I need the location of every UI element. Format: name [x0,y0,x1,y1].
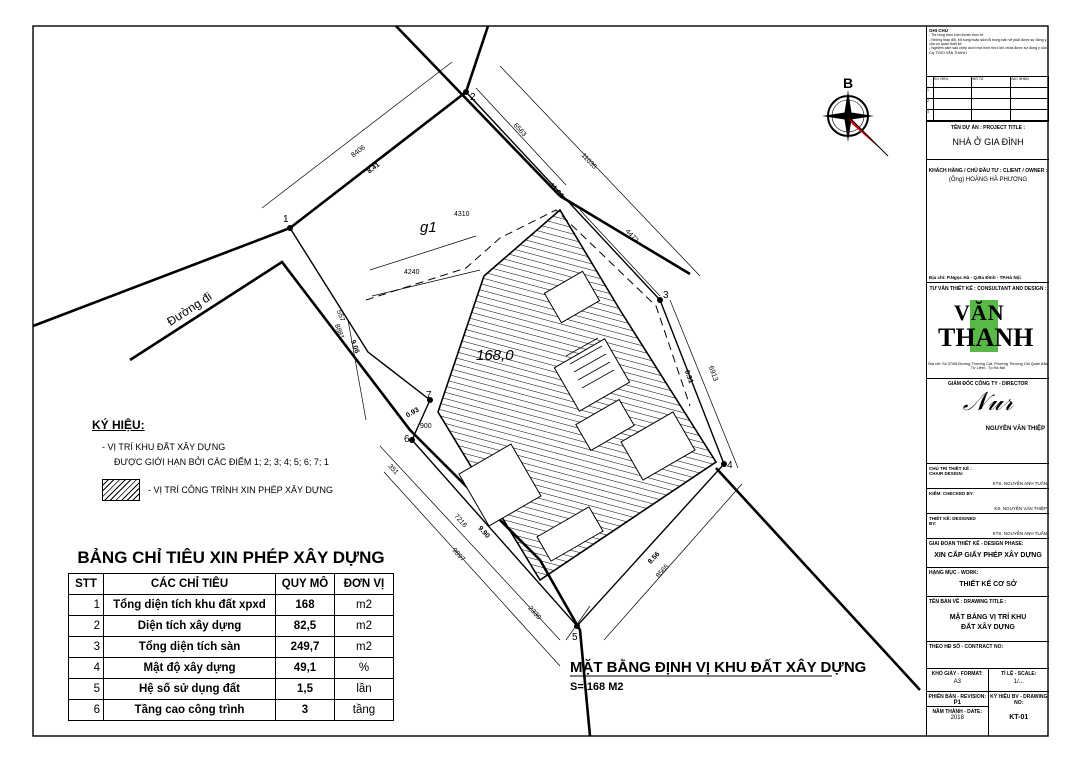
table-row [69,679,394,700]
row-value: 249,7 [276,637,335,658]
notes-box [927,26,1049,77]
rev-row-2: 2 [927,99,934,110]
row-value: 1,5 [276,679,335,700]
row-indicator: Tổng diện tích sàn [104,637,276,658]
checked-box [927,489,1049,514]
director-signature: 𝒩𝓊𝓇 [962,387,1014,417]
format-scale-box [927,669,1049,692]
table-title: BẢNG CHỈ TIÊU XIN PHÉP XÂY DỰNG [77,548,385,567]
chair-label: CHỦ TRÌ THIẾT KẾ : CHAIR DESIGN: [929,466,972,477]
format-label: KHỔ GIẤY - FORMAT: [931,671,983,677]
legend-hatch-row [102,479,352,501]
dim-sw-351: 351 [386,463,400,477]
revision-label: PHIÊN BẢN - REVISION: [928,694,986,700]
logo-text-top: VĂN [954,300,1005,325]
table-row [69,658,394,679]
table-row [69,616,394,637]
dim-e-dim: 6913 [706,365,719,383]
row-stt: 2 [69,616,104,637]
legend-title: KÝ HIỆU: [92,418,145,432]
row-unit: tầng [335,700,394,721]
dim-sw-edge: 9.90 [476,525,491,540]
chair-box [927,464,1049,489]
designed-box [927,514,1049,539]
client-box [927,168,1049,283]
revision-value: P1 [927,700,988,707]
company-address: Địa chỉ: Số 37/68 Đường Thượng Cát, Phường Thượng Cát Quận Bắc Từ Liêm - Tp.Hà Nội [928,362,1048,371]
dim-n-11: 11.04 [547,182,565,200]
chair-name: KTS. NGUYỄN ANH TUẤN [992,480,1047,486]
checked-name: KS. NGUYỄN VĂN THIỆP [994,505,1047,511]
row-indicator: Mật độ xây dựng [104,658,276,679]
row-value: 168 [276,595,335,616]
row-value: 82,5 [276,616,335,637]
dim-e-edge: 6.91 [682,369,695,385]
drawing-area: S= 168 M2 [570,681,624,693]
dim-small-a: 0.93 [405,406,421,420]
row-value: 49,1 [276,658,335,679]
legend-line-2: ĐƯỢC GIỚI HẠN BỞI CÁC ĐIỂM 1; 2; 3; 4; 5; 6; 7; 1 [114,457,329,467]
work-label: HẠNG MỤC - WORK: [929,570,979,576]
legend-hatch-swatch [102,479,140,501]
rev-header-approved: XÁC NHẬN [1011,77,1049,88]
client-label: KHÁCH HÀNG / CHỦ ĐẦU TƯ : CLIENT / OWNER : [928,168,1048,174]
point-label-7: 7 [426,390,432,401]
rev-corner [927,77,934,88]
drawing-title-box [927,597,1049,642]
logo-text-bottom: THANH [938,323,1034,352]
dim-ne-b: 11035 [579,152,598,171]
contract-label: THEO HĐ SỐ - CONTRACT NO: [929,644,1004,650]
table-row [69,637,394,658]
drawing-title-value: MẶT BẰNG VỊ TRÍ KHU ĐẤT XÂY DỰNG [949,614,1027,631]
notes-text: - Thi công theo kích thước thực tế - Những thay đổi, bổ sung hoặc sửa lỗi trong bản vẽ phải được sự đồng ý của cơ quan thiết kế - Nghiêm cấm sao chép dưới mọi hình thức khi chưa được sự đồng ý của Cty TVXD VĂN THANH [929,33,1047,55]
row-indicator: Hệ số sử dụng đất [104,679,276,700]
format-cell [927,669,989,691]
scale-cell [989,669,1050,691]
revision-table [927,77,1049,122]
rev-row-3: 3 [927,110,934,121]
designed-name: KTS. NGUYỄN ANH TUẤN [992,530,1047,536]
dim-sw-7216: 7216 [452,513,468,530]
drawing-title: MẶT BẰNG ĐỊNH VỊ KHU ĐẤT XÂY DỰNG [570,659,867,676]
north-label: B [843,75,854,91]
title-block [926,26,1049,736]
point-label-4: 4 [727,460,733,471]
project-label: TÊN DỰ ÁN : PROJECT TITLE : [950,125,1026,131]
format-value: A3 [953,679,961,685]
client-address: Địa chỉ: P.Ngọc Hà - Q.Ba Đình - TP.Hà Nội [929,275,1021,280]
north-arrow-icon [822,90,888,156]
header-unit: ĐƠN VỊ [335,574,394,595]
dim-e-upper: 4472 [623,228,640,245]
consultant-label: TƯ VẤN THIẾT KẾ : CONSULTANT AND DESIGN : [929,286,1047,292]
director-box [927,381,1049,464]
notes-title: GHI CHÚ [929,28,948,33]
rev-row-1: 1 [927,88,934,99]
consultant-box [927,286,1049,379]
row-unit: m2 [335,616,394,637]
rev-header-desc: MÔ TẢ [972,77,1010,88]
drawing-label: TÊN BẢN VẼ : DRAWING TITLE : [929,599,1007,605]
road-name: Đường đi [164,289,215,329]
dim-se-dim: 8565 [655,563,671,580]
phase-label: GIAI ĐOẠN THIẾT KẾ - DESIGN PHASE: [929,541,1024,547]
row-stt: 5 [69,679,104,700]
table-header-row [69,574,394,595]
header-stt: STT [69,574,104,595]
year-value: 2018 [950,715,964,721]
table-row [69,700,394,721]
row-unit: m2 [335,595,394,616]
point-label-3: 3 [663,290,669,301]
dim-w-b: 8881 [332,323,345,341]
checked-label: KIỂM: CHECKED BY: [929,491,974,496]
row-unit: lần [335,679,394,700]
dim-inner-mid: 4240 [404,269,420,276]
area-label-g1: g1 [420,219,437,236]
point-label-5: 5 [572,632,578,643]
dim-top-edge: 8.41 [366,161,382,176]
legend [92,418,352,501]
row-stt: 4 [69,658,104,679]
dim-se-edge: 8.56 [647,550,662,566]
drawingno-value: KT-01 [1009,714,1029,721]
dim-ne-a: 6563 [511,122,528,139]
row-stt: 1 [69,595,104,616]
dim-top-total: 8406 [350,144,367,160]
revision-year-cell [927,692,989,736]
director-label: GIÁM ĐỐC CÔNG TY - DIRECTOR [947,381,1029,387]
point-label-6: 6 [404,434,410,445]
scale-label: TỈ LỆ - SCALE: [1001,671,1037,677]
row-indicator: Tổng diện tích khu đất xpxd [104,595,276,616]
row-stt: 6 [69,700,104,721]
indicator-table [68,573,394,721]
legend-line-1: - VỊ TRÍ KHU ĐẤT XÂY DỰNG [102,442,226,452]
contract-box [927,642,1049,669]
dim-small-b: 900 [420,423,432,430]
row-unit: % [335,658,394,679]
dim-w-a: 557 [334,309,346,323]
director-name: NGUYỄN VĂN THIỆP [985,426,1045,432]
phase-box [927,539,1049,568]
drawingno-label: KÝ HIỆU BV - DRAWING NO: [990,694,1048,706]
dim-inner-top: 4310 [454,211,470,218]
table-row [69,595,394,616]
point-label-1: 1 [283,214,289,225]
project-box [927,125,1049,160]
dim-s-2330: 2330 [526,605,542,622]
project-name: NHÀ Ở GIA ĐÌNH [952,137,1024,147]
revision-drawingno-box [927,692,1049,736]
row-value: 3 [276,700,335,721]
company-logo [936,298,1040,360]
rev-header-no: SỐ HIỆU [934,77,972,88]
row-indicator: Diện tích xây dựng [104,616,276,637]
work-value: THIẾT KẾ CƠ SỞ [959,581,1017,588]
area-value: 168,0 [476,347,514,364]
row-unit: m2 [335,637,394,658]
point-label-2: 2 [470,92,476,103]
dim-w-edge: 9.06 [348,339,361,355]
work-box [927,568,1049,597]
drawingno-cell [989,692,1050,736]
header-value: QUY MÔ [276,574,335,595]
dim-sw-9897: 9897 [450,547,466,564]
year-label: NĂM THÀNH - DATE: [932,709,983,715]
phase-value: XIN CẤP GIẤY PHÉP XÂY DỰNG [934,552,1042,559]
scale-value: 1/... [1013,679,1024,685]
header-indicator: CÁC CHỈ TIÊU [104,574,276,595]
row-indicator: Tầng cao công trình [104,700,276,721]
legend-hatch-label: - VỊ TRÍ CÔNG TRÌNH XIN PHÉP XÂY DỰNG [148,485,334,495]
row-stt: 3 [69,637,104,658]
designed-label: THIẾT KẾ: DESIGNED BY: [929,516,976,527]
client-name: (Ông) HOÀNG HÀ PHƯƠNG [948,177,1028,183]
